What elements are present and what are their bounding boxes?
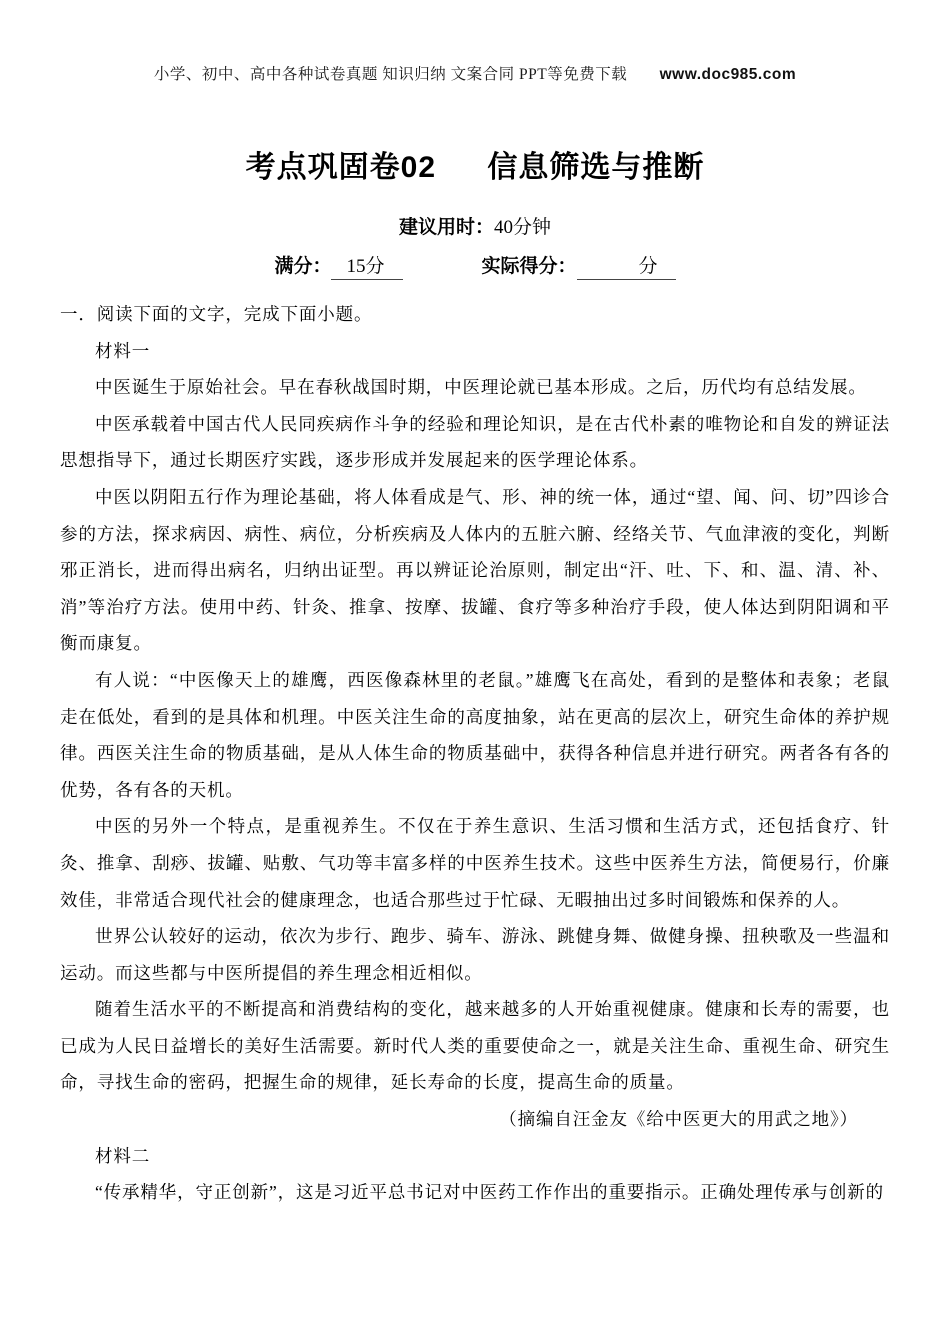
source-citation: （摘编自汪金友《给中医更大的用武之地》） <box>499 1109 858 1130</box>
site-url-link[interactable]: www.doc985.com <box>659 66 797 83</box>
paragraph: 中医的另外一个特点，是重视养生。不仅在于养生意识、生活习惯和生活方式，还包括食疗、针灸、推拿、刮痧、拔罐、贴敷、气功等丰富多样的中医养生技术。这些中医养生方法，简便易行，价廉效佳，非常适合现代社会的健康理念，也适合那些过于忙碌、无暇抽出过多时间锻炼和保养的人。 <box>60 816 890 910</box>
page-title <box>0 142 950 186</box>
paragraph: “传承精华，守正创新”，这是习近平总书记对中医药工作作出的重要指示。正确处理传承与创新的 <box>95 1182 885 1203</box>
title-topic-label: 信息筛选与推断 <box>487 151 705 184</box>
paragraph: 世界公认较好的运动，依次为步行、跑步、骑车、游泳、跳健身舞、做健身操、扭秧歌及一些温和运动。而这些都与中医所提倡的养生理念相近相似。 <box>60 926 890 983</box>
full-score-label: 满分： <box>274 256 332 277</box>
section-heading: 一．阅读下面的文字，完成下面小题。 <box>60 304 373 324</box>
material-two-label: 材料二 <box>95 1145 151 1166</box>
article-body <box>60 296 890 1211</box>
site-header-text: 小学、初中、高中各种试卷真题 知识归纳 文案合同 PPT等免费下载 <box>153 66 628 83</box>
site-header <box>0 62 950 84</box>
actual-score-label: 实际得分： <box>481 256 577 277</box>
full-score-value: 15分 <box>331 251 403 280</box>
actual-score-blank <box>577 251 676 280</box>
actual-score-unit: 分 <box>638 256 658 277</box>
paragraph: 有人说：“中医像天上的雄鹰，西医像森林里的老鼠。”雄鹰飞在高处，看到的是整体和表象；老鼠走在低处，看到的是具体和机理。中医关注生命的高度抽象，站在更高的层次上，研究生命体的养护规律。西医关注生命的物质基础，是从人体生命的物质基础中，获得各种信息并进行研究。两者各有各的优势，各有各的天机。 <box>60 669 890 800</box>
title-volume-label: 考点巩固卷02 <box>245 151 437 184</box>
full-score-group <box>274 251 403 280</box>
paragraph: 中医诞生于原始社会。早在春秋战国时期，中医理论就已基本形成。之后，历代均有总结发展。 <box>95 377 867 398</box>
score-row <box>0 251 950 280</box>
actual-score-group <box>481 251 675 280</box>
suggested-time-value: 40分钟 <box>494 217 552 238</box>
suggested-time-row <box>0 212 950 239</box>
suggested-time-label: 建议用时： <box>398 217 494 238</box>
paragraph: 中医承载着中国古代人民同疾病作斗争的经验和理论知识，是在古代朴素的唯物论和自发的辨证法思想指导下，通过长期医疗实践，逐步形成并发展起来的医学理论体系。 <box>60 413 890 471</box>
material-one-label: 材料一 <box>95 340 151 361</box>
paragraph: 随着生活水平的不断提高和消费结构的变化，越来越多的人开始重视健康。健康和长寿的需要，也已成为人民日益增长的美好生活需要。新时代人类的重要使命之一，就是关注生命、重视生命、研究生命，寻找生命的密码，把握生命的规律，延长寿命的长度，提高生命的质量。 <box>60 999 890 1093</box>
paragraph: 中医以阴阳五行作为理论基础，将人体看成是气、形、神的统一体，通过“望、闻、问、切”四诊合参的方法，探求病因、病性、病位，分析疾病及人体内的五脏六腑、经络关节、气血津液的变化，判断邪正消长，进而得出病名，归纳出证型。再以辨证论治原则，制定出“汗、吐、下、和、温、清、补、消”等治疗方法。使用中药、针灸、推拿、按摩、拔罐、食疗等多种治疗手段，使人体达到阴阳调和平衡而康复。 <box>60 486 890 654</box>
